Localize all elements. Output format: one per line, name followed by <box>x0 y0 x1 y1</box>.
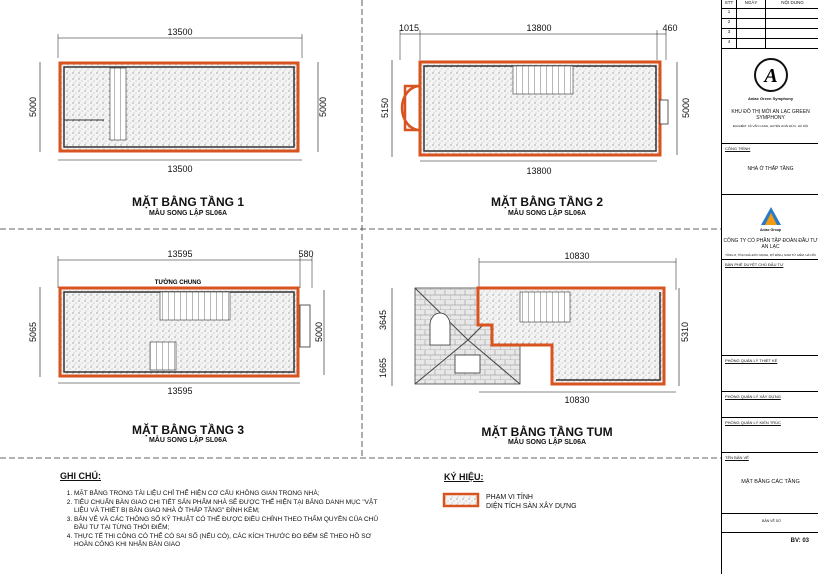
dim-top-b: 13800 <box>526 23 552 33</box>
dim-top-a: 13595 <box>167 249 193 259</box>
legend-line-1: PHẠM VI TỈNH <box>486 494 533 501</box>
tb-caption: PHÒNG QUẢN LÝ XÂY DỰNG <box>725 394 781 399</box>
plan-floor-3 <box>28 249 324 396</box>
tb-sheet-no: BV: 03 <box>790 538 809 544</box>
plan-title-4: MẶT BẰNG TẦNG TUM <box>481 425 613 439</box>
anlac-green-logo-icon <box>751 55 791 95</box>
dim-right: 5000 <box>318 96 328 118</box>
plan-title-3: MẶT BẰNG TẦNG 3 <box>132 423 244 437</box>
plan-title-2: MẶT BẰNG TẦNG 2 <box>491 195 603 209</box>
tb-caption: PHÒNG QUẢN LÝ THIẾT KẾ <box>725 358 778 363</box>
dim-left-b: 1665 <box>378 357 388 379</box>
dim-top-a: 1015 <box>398 23 420 33</box>
note-item: 1. MẶT BẰNG TRONG TÀI LIỆU CHỈ THỂ HIỆN CƠ CẤU KHÔNG GIAN TRONG NHÀ; <box>74 490 380 498</box>
tb-sheet-name: MẶT BẰNG CÁC TẦNG <box>741 479 800 485</box>
tb-col-date: NGÀY <box>737 0 766 8</box>
tb-caption: PHÒNG QUẢN LÝ KIẾN TRÚC <box>725 420 781 425</box>
dim-top: 13500 <box>167 27 193 37</box>
tb-company2: CÔNG TY CỔ PHẦN TẬP ĐOÀN ĐẦU TƯ AN LẠC <box>723 238 818 250</box>
tb-caption: TÊN BẢN VẼ <box>725 455 749 460</box>
plan-floor-1 <box>28 27 328 174</box>
floor-area <box>60 63 298 151</box>
tb-caption: BẢN PHÊ DUYỆT CHỦ ĐẦU TƯ <box>725 262 784 267</box>
plan-subtitle-2: MẪU SONG LẬP SL06A <box>507 210 587 217</box>
dim-left: 5065 <box>28 321 38 343</box>
dim-left: 5150 <box>380 97 390 119</box>
legend-line-2: DIỆN TÍCH SÀN XÂY DỰNG <box>486 503 577 510</box>
title-block <box>721 0 818 574</box>
plan-title-1: MẶT BẰNG TẦNG 1 <box>132 195 244 209</box>
legend-heading: KÝ HIỆU: <box>444 472 484 482</box>
dim-left-a: 3645 <box>378 309 388 331</box>
tb-col-stt: STT <box>722 0 737 8</box>
tb-col-content: NỘI DUNG <box>781 0 804 5</box>
plan-subtitle-1: MẪU SONG LẬP SL06A <box>148 210 228 217</box>
tb-row-num: 2 <box>722 19 737 28</box>
dim-top: 10830 <box>564 251 590 261</box>
notes-section <box>60 472 380 550</box>
plan-subtitle-4: MẪU SONG LẬP SL06A <box>507 439 587 446</box>
tb-company1-logo-text: Anlac Green Symphony <box>747 96 794 101</box>
svg-text:A: A <box>763 65 778 87</box>
plan-subtitle-3: MẪU SONG LẬP SL06A <box>148 437 228 444</box>
tb-company2-small: TẦNG 8, TÒA NHÀ ĐỨC MẠNH, MỸ ĐÌNH, NAM TỪ LIÊM, HÀ NỘI <box>725 253 816 257</box>
legend-section <box>444 472 644 510</box>
dim-bottom: 13595 <box>167 386 193 396</box>
tb-project-small: ĐỊA ĐIỂM: XÃ VÂN CANH, HUYỆN HOÀI ĐỨC, HÀ NỘI <box>732 124 809 128</box>
dim-bottom: 13500 <box>167 164 193 174</box>
anlac-group-logo-icon <box>759 205 783 227</box>
shared-wall-label: TƯỜNG CHUNG <box>154 280 202 286</box>
tb-project: KHU ĐÔ THỊ MỚI AN LẠC GREEN SYMPHONY <box>731 109 810 121</box>
tb-caption: CÔNG TRÌNH <box>725 146 751 151</box>
note-item: 2. TIÊU CHUẨN BÀN GIAO CHI TIẾT SẢN PHẨM NHÀ SẼ ĐƯỢC THỂ HIỆN TẠI BẢNG DANH MỤC "VẬT LIỆU VÀ THIẾT BỊ BÀN GIAO NHÀ Ở THẤP TẦNG" ĐÍNH KÈM; <box>74 499 380 515</box>
note-item: 3. BẢN VẼ VÀ CÁC THÔNG SỐ KỸ THUẬT CÓ THỂ ĐƯỢC ĐIỀU CHỈNH THEO THẨM QUYỀN CỦA CHỦ ĐẦU TƯ TẠI TỪNG THỜI ĐIỂM; <box>74 516 380 532</box>
note-item: 4. THỰC TẾ THI CÔNG CÓ THỂ CÓ SAI SỐ (NẾU CÓ), CÁC KÍCH THƯỚC ĐO ĐẾM SẼ THEO HỒ SƠ HOÀN CÔNG KHI NHẬN BÀN GIAO <box>74 533 380 549</box>
dim-top-b: 580 <box>298 249 314 259</box>
dim-right: 5000 <box>681 97 691 119</box>
tb-row-num: 3 <box>722 29 737 38</box>
tb-sheet-no-caption: BẢN VẼ SỐ <box>762 519 781 523</box>
plan-floor-2 <box>380 23 691 176</box>
plan-roof <box>378 251 690 405</box>
tb-building: NHÀ Ở THẤP TẦNG <box>747 166 794 172</box>
dim-bottom: 13800 <box>526 166 552 176</box>
tb-company2-logo-text: Anlac Group <box>759 228 781 232</box>
dim-left: 5000 <box>28 96 38 118</box>
dim-bottom: 10830 <box>564 395 590 405</box>
dim-right: 5310 <box>680 321 690 343</box>
dim-right: 5000 <box>314 321 324 343</box>
notes-heading: GHI CHÚ: <box>60 471 101 481</box>
tb-row-num: 4 <box>722 39 737 48</box>
tb-row-num: 1 <box>722 9 737 18</box>
dim-top-c: 460 <box>662 23 678 33</box>
